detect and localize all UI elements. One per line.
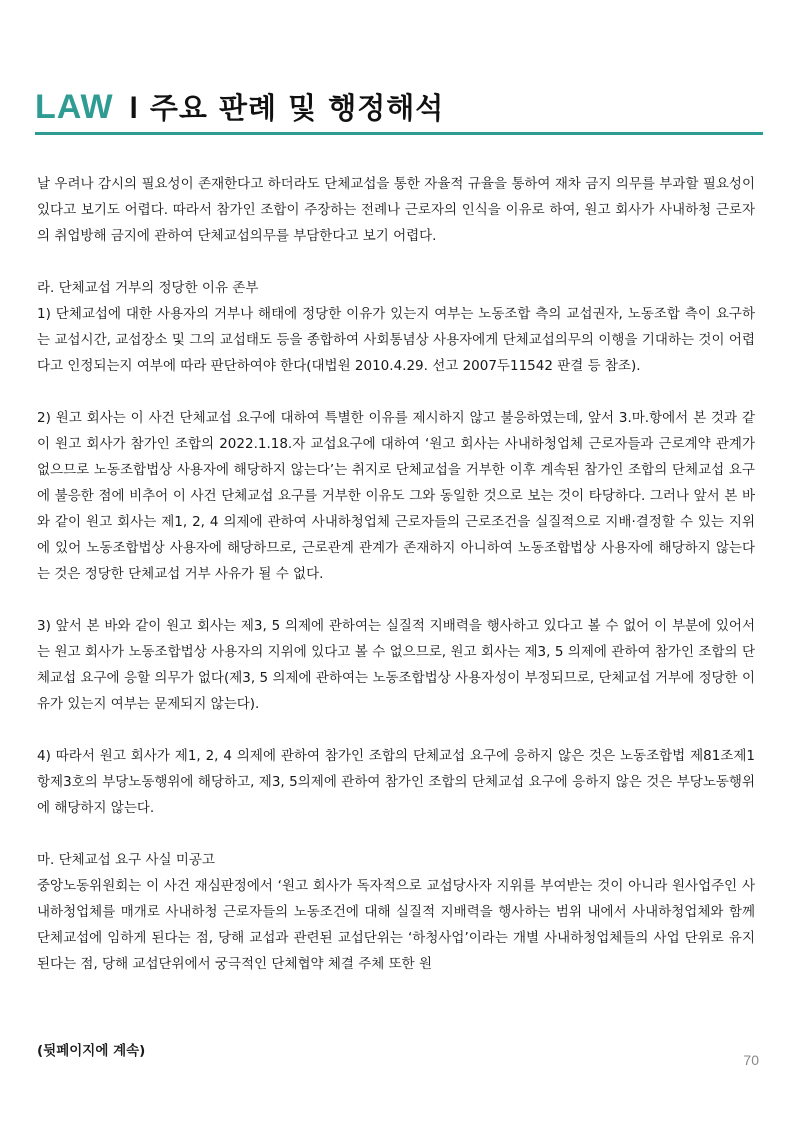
header-separator: l <box>129 92 138 125</box>
page-title: 주요 판례 및 행정해석 <box>149 91 445 125</box>
paragraph-item-2: 2) 원고 회사는 이 사건 단체교섭 요구에 대하여 특별한 이유를 제시하지 않고 불응하였는데, 앞서 3.마.항에서 본 것과 같이 원고 회사가 참가인 조합의 2022.1.18.자 교섭요구에 대하여 ‘원고 회사는 사내하청업체 근로자들과 근로계약 관계가 없으므로 노동조합법상 사용자에 해당하지 않는다’는 취지로 단체교섭을 거부한 이후 계속된 참가인 조합의 단체교섭 요구에 불응한 점에 비추어 이 사건 단체교섭 요구를 거부한 이유도 그와 동일한 것으로 보는 것이 타당하다. 그러나 앞서 본 바와 같이 원고 회사는 제1, 2, 4 의제에 관하여 사내하청업체 근로자들의 근로조건을 실질적으로 지배·결정할 수 있는 지위에 있어 노동조합법상 사용자에 해당하므로, 근로관계 관계가 존재하지 아니하여 노동조합법상 사용자에 해당하지 않는다는 것은 정당한 단체교섭 거부 사유가 될 수 없다. <box>37 410 755 582</box>
section-label: LAW <box>35 88 114 126</box>
body-text <box>37 171 755 977</box>
page-header <box>35 86 763 127</box>
page-number: 70 <box>743 1052 759 1068</box>
paragraph-item-1: 1) 단체교섭에 대한 사용자의 거부나 해태에 정당한 이유가 있는지 여부는 노동조합 측의 교섭권자, 노동조합 측이 요구하는 교섭시간, 교섭장소 및 그의 교섭태도 등을 종합하여 사회통념상 사용자에게 단체교섭의무의 이행을 기대하는 것이 어렵다고 인정되는지 여부에 따라 판단하여야 한다(대법원 2010.4.29. 선고 2007두11542 판결 등 참조). <box>37 306 755 374</box>
continued-note: (뒷페이지에 계속) <box>37 1043 146 1059</box>
paragraph-item-4: 4) 따라서 원고 회사가 제1, 2, 4 의제에 관하여 참가인 조합의 단체교섭 요구에 응하지 않은 것은 노동조합법 제81조제1항제3호의 부당노동행위에 해당하고, 제3, 5의제에 관하여 참가인 조합의 단체교섭 요구에 응하지 않은 것은 부당노동행위에 해당하지 않는다. <box>37 748 755 816</box>
subheading-refusal-reason: 라. 단체교섭 거부의 정당한 이유 존부 <box>37 280 259 296</box>
paragraph-commission: 중앙노동위원회는 이 사건 재심판정에서 ‘원고 회사가 독자적으로 교섭당사자 지위를 부여받는 것이 아니라 원사업주인 사내하청업체를 매개로 사내하청 근로자들의 노동조건에 대해 실질적 지배력을 행사하는 범위 내에서 사내하청업체와 함께 단체교섭에 임하게 된다는 점, 당해 교섭과 관련된 교섭단위는 ‘하청사업’이라는 개별 사내하청업체들의 사업 단위로 유지된다는 점, 당해 교섭단위에서 궁극적인 단체협약 체결 주체 또한 원 <box>37 878 755 972</box>
paragraph-item-3: 3) 앞서 본 바와 같이 원고 회사는 제3, 5 의제에 관하여는 실질적 지배력을 행사하고 있다고 볼 수 없어 이 부분에 있어서는 원고 회사가 노동조합법상 사용자의 지위에 있다고 볼 수 없으므로, 원고 회사는 제3, 5 의제에 관하여 참가인 조합의 단체교섭 요구에 응할 의무가 없다(제3, 5 의제에 관하여는 노동조합법상 사용자성이 부정되므로, 단체교섭 거부에 정당한 이유가 있는지 여부는 문제되지 않는다). <box>37 618 755 712</box>
header-rule <box>35 132 763 135</box>
subheading-non-notice: 마. 단체교섭 요구 사실 미공고 <box>37 852 215 868</box>
paragraph-intro: 날 우려나 감시의 필요성이 존재한다고 하더라도 단체교섭을 통한 자율적 규율을 통하여 재차 금지 의무를 부과할 필요성이 있다고 보기도 어렵다. 따라서 참가인 조합이 주장하는 전례나 근로자의 인식을 이유로 하여, 원고 회사가 사내하청 근로자의 취업방해 금지에 관하여 단체교섭의무를 부담한다고 보기 어렵다. <box>37 176 755 244</box>
